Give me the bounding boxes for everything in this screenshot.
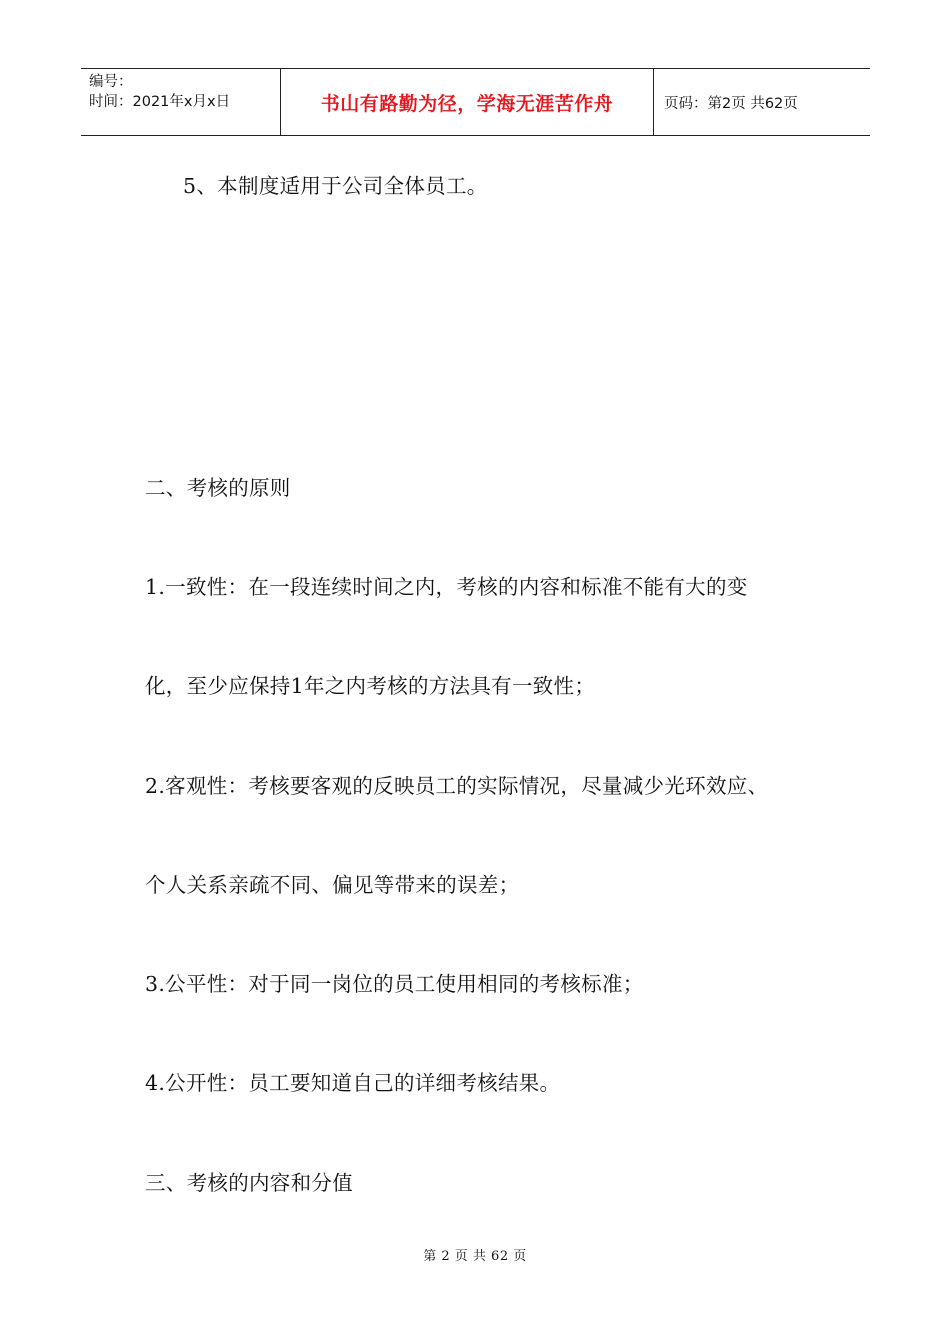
document-number-label: 编号： (89, 74, 133, 90)
principle-2-line-2: 个人关系亲疏不同、偏见等带来的误差； (145, 873, 520, 897)
header-motto-cell (281, 69, 654, 135)
section-title-content-and-scores: 三、考核的内容和分值 (145, 1171, 353, 1195)
section-title-principles: 二、考核的原则 (145, 476, 291, 500)
principle-1-line-1: 1.一致性：在一段连续时间之内，考核的内容和标准不能有大的变 (145, 575, 748, 599)
header-meta-cell (81, 69, 281, 135)
page-footer: 第 2 页 共 62 页 (423, 1249, 527, 1264)
principle-2-line-1: 2.客观性：考核要客观的反映员工的实际情况，尽量减少光环效应、 (145, 774, 769, 798)
principle-4: 4.公开性：员工要知道自己的详细考核结果。 (145, 1071, 561, 1095)
header-page-cell (654, 69, 870, 135)
page-header (81, 68, 870, 136)
principle-1-line-2: 化，至少应保持1年之内考核的方法具有一致性； (145, 674, 596, 698)
principle-3: 3.公平性：对于同一岗位的员工使用相同的考核标准； (145, 972, 644, 996)
header-page-info: 页码：第2页 共62页 (664, 95, 798, 112)
header-motto: 书山有路勤为径，学海无涯苦作舟 (320, 92, 614, 115)
paragraph-scope: 5、本制度适用于公司全体员工。 (183, 174, 488, 198)
document-date: 时间：2021年x月x日 (89, 94, 231, 110)
